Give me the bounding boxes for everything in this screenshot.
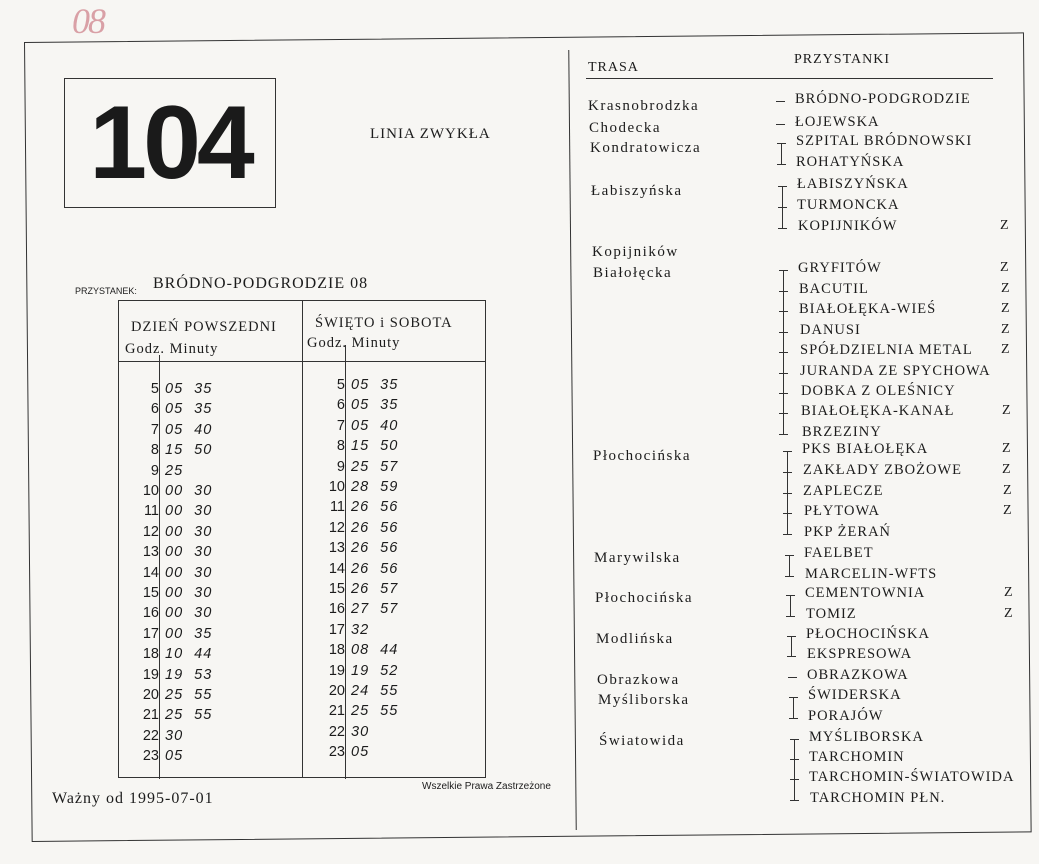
stop-name: TARCHOMIN [809,749,905,765]
hour: 12 [142,523,159,540]
minutes: 25 57 [351,458,399,475]
minutes: 30 [351,723,370,740]
route-tick [790,739,799,740]
stop-name: DOBKA Z OLEŚNICY [801,383,956,399]
hour: 10 [142,483,159,499]
weekday-row [131,522,212,542]
route-tick [786,595,795,596]
hour: 7 [150,421,159,438]
stop-name: PKP ŻERAŃ [804,524,892,540]
stop-name: SPÓŁDZIELNIA METAL [800,342,973,358]
weekday-row [131,563,212,583]
minutes: 26 56 [351,499,399,516]
stop-name: SZPITAL BRÓDNOWSKI [796,133,973,149]
route-street: Chodecka [589,120,661,136]
hour: 19 [328,662,345,679]
route-street: Modlińska [596,631,674,647]
request-stop-marker: Z [1004,606,1013,621]
weekday-row [131,644,212,664]
minutes: 26 57 [351,581,399,597]
hour: 12 [328,519,345,536]
stop-name: ROHATYŃSKA [796,154,905,170]
route-connector [794,739,795,800]
weekday-row [131,501,212,521]
hour: 17 [328,621,345,638]
minutes: 30 [165,727,184,744]
route-tick [788,677,797,678]
route-street: Kopijników [592,244,679,260]
request-stop-marker: Z [1002,441,1011,456]
stop-name: BACUTIL [799,281,869,297]
holiday-row [317,620,369,640]
hour: 20 [328,683,345,699]
hour: 17 [142,625,159,642]
stop-name: TARCHOMIN-ŚWIATOWIDA [809,769,1015,785]
route-tick [779,291,788,292]
route-tick [787,656,796,657]
route-tick [779,352,788,353]
hour: 11 [329,499,345,516]
minutes: 24 55 [351,683,399,699]
holiday-row [317,579,398,599]
route-street: Światowida [599,733,685,749]
route-connector [790,595,791,616]
request-stop-marker: Z [1002,462,1011,477]
route-tick [789,718,798,719]
holiday-row [317,457,398,477]
minutes: 08 44 [351,642,399,659]
hour: 5 [336,377,345,393]
hour: 15 [142,585,159,601]
weekday-subheader: Godz. Minuty [125,341,219,357]
route-street: Płochocińska [593,448,691,464]
handwritten-note: 08 [72,1,104,41]
hour: 16 [328,601,345,618]
route-tick [783,534,792,535]
minutes: 10 44 [165,646,213,663]
weekday-row [131,440,212,460]
route-street: Płochocińska [595,590,693,606]
minutes: 05 35 [351,377,399,393]
line-number-box [64,78,276,208]
stop-name: JURANDA ZE SPYCHOWA [800,363,991,379]
stop-name: KOPIJNIKÓW [798,218,898,234]
route-tick [778,207,787,208]
minutes: 05 [165,748,184,765]
hour: 13 [328,540,345,557]
request-stop-marker: Z [1001,322,1010,337]
route-tick [790,800,799,801]
hour: 15 [328,581,345,597]
route-tick [779,373,788,374]
request-stop-marker: Z [1003,503,1012,518]
route-tick [790,779,799,780]
stop-name: TARCHOMIN PŁN. [810,790,946,806]
stop-name: DANUSI [800,322,861,338]
holiday-row [317,416,398,436]
holiday-row [317,681,398,701]
minutes: 32 [351,621,370,638]
route-street: Białołęcka [593,265,673,281]
route-tick [786,616,795,617]
minutes: 25 [165,462,184,479]
minutes: 28 59 [351,479,399,495]
weekday-row [131,399,212,419]
minutes: 05 40 [165,421,213,438]
minutes: 00 30 [165,564,213,581]
stop-name: PŁOCHOCIŃSKA [806,626,930,642]
holiday-row [317,661,398,681]
minutes: 05 35 [165,401,213,418]
hour: 5 [150,381,159,397]
hour: 13 [142,544,159,561]
weekday-row [131,624,212,644]
minutes: 15 50 [351,438,399,455]
hour: 21 [142,707,159,724]
route-connector [791,636,792,656]
route-tick [779,413,788,414]
route-tick [785,555,794,556]
hour: 8 [150,442,159,459]
route-tick [787,636,796,637]
stop-name: PORAJÓW [808,708,884,724]
stop-name: ŁOJEWSKA [795,114,880,130]
stop-name: TOMIZ [806,606,857,622]
weekday-row [131,726,183,746]
hour: 23 [142,748,159,765]
request-stop-marker: Z [1001,281,1010,296]
route-tick [783,472,792,473]
stop-name: CEMENTOWNIA [805,585,926,601]
holiday-header: ŚWIĘTO i SOBOTA [315,315,453,331]
route-connector [781,143,782,164]
route-tick [779,311,788,312]
minutes: 00 30 [165,503,213,520]
hour: 19 [142,666,159,683]
line-type: LINIA ZWYKŁA [370,126,491,142]
table-column-divider [302,301,303,777]
hour: 7 [336,417,345,434]
weekday-row [131,481,212,501]
route-tick [778,228,787,229]
request-stop-marker: Z [1003,483,1012,498]
route-header: TRASA [588,60,639,75]
minutes: 00 35 [165,625,213,642]
line-number: 104 [89,84,251,201]
stop-name: ŚWIDERSKA [808,687,902,703]
route-street: Obrazkowa [597,672,680,688]
weekday-row [131,603,212,623]
stop-name: BIAŁOŁĘKA-WIEŚ [799,301,937,317]
stops-header: PRZYSTANKI [794,52,890,67]
route-tick [776,124,785,125]
hour: 6 [336,397,345,414]
stop-name: TURMONCKA [797,197,900,213]
route-street: Łabiszyńska [591,183,683,199]
hour: 18 [142,646,159,663]
stop-name: ZAPLECZE [803,483,884,499]
holiday-row [317,742,369,762]
holiday-row [317,436,398,456]
minutes: 27 57 [351,601,399,618]
route-connector [793,697,794,718]
route-tick [779,393,788,394]
holiday-row [317,518,398,538]
weekday-row [131,746,183,766]
route-tick [779,270,788,271]
minutes: 05 35 [351,397,399,414]
holiday-row [317,701,398,721]
minutes: 00 30 [165,523,213,540]
hour: 20 [142,687,159,703]
route-tick [777,164,786,165]
stop-name: BRZEZINY [802,424,882,440]
route-tick [790,759,799,760]
weekday-row [131,705,212,725]
holiday-row [317,640,398,660]
minutes: 00 30 [165,605,213,622]
route-tick [776,101,785,102]
hour: 8 [336,438,345,455]
stop-label: PRZYSTANEK: [75,286,137,296]
weekday-row [131,542,212,562]
stop-name: BIAŁOŁĘKA-KANAŁ [801,403,955,419]
route-header-rule [586,78,993,79]
request-stop-marker: Z [1001,301,1010,316]
hour: 14 [142,564,159,581]
holiday-row [317,375,398,395]
stop-name: MYŚLIBORSKA [809,729,924,745]
minutes: 00 30 [165,483,213,499]
hour: 18 [328,642,345,659]
minutes: 00 30 [165,585,213,601]
route-connector [789,555,790,576]
stop-name: EKSPRESOWA [807,646,913,662]
stop-name: BRÓDNO-PODGRODZIE 08 [153,275,369,292]
route-tick [777,143,786,144]
hour: 6 [150,401,159,418]
holiday-row [317,477,398,497]
stop-name: MARCELIN-WFTS [805,566,938,582]
weekday-row [131,665,212,685]
table-header-rule [119,361,485,362]
weekday-row [131,379,212,399]
stop-name: PKS BIAŁOŁĘKA [802,441,929,457]
hour: 21 [328,703,345,720]
minutes: 26 56 [351,540,399,557]
route-street: Myśliborska [598,692,690,708]
holiday-row [317,559,398,579]
minutes: 15 50 [165,442,213,459]
stop-name: ZAKŁADY ZBOŻOWE [803,462,963,478]
holiday-row [317,497,398,517]
route-tick [783,493,792,494]
route-street: Krasnobrodzka [588,98,700,114]
stop-name: OBRAZKOWA [807,667,909,683]
stop-name: PŁYTOWA [804,503,881,519]
stop-name: ŁABISZYŃSKA [797,176,909,192]
departure-table [118,300,486,778]
route-tick [779,332,788,333]
valid-from: Ważny od 1995-07-01 [52,790,214,807]
hour: 16 [142,605,159,622]
route-street: Kondratowicza [590,140,702,156]
holiday-row [317,722,369,742]
request-stop-marker: Z [1000,218,1009,233]
route-tick [789,697,798,698]
route-tick [778,186,787,187]
minutes: 00 30 [165,544,213,561]
holiday-row [317,395,398,415]
minutes: 26 56 [351,519,399,536]
minutes: 05 [351,744,370,761]
route-tick [783,513,792,514]
route-tick [779,434,788,435]
minutes: 25 55 [165,707,213,724]
holiday-row [317,599,398,619]
request-stop-marker: Z [1000,260,1009,275]
hour: 10 [328,479,345,495]
minutes: 25 55 [351,703,399,720]
minutes: 05 40 [351,417,399,434]
request-stop-marker: Z [1004,585,1013,600]
request-stop-marker: Z [1001,342,1010,357]
weekday-row [131,420,212,440]
hour: 14 [328,560,345,577]
hour: 11 [143,503,159,520]
request-stop-marker: Z [1002,403,1011,418]
minutes: 26 56 [351,560,399,577]
minutes: 05 35 [165,381,213,397]
route-street: Marywilska [594,550,681,566]
holiday-subheader: Godz. Minuty [307,335,401,351]
rights-notice: Wszelkie Prawa Zastrzeżone [422,781,551,792]
stop-name: FAELBET [804,545,874,561]
stop-name: GRYFITÓW [798,260,882,276]
hour: 22 [142,727,159,744]
holiday-row [317,538,398,558]
weekday-header: DZIEŃ POWSZEDNI [131,319,277,335]
weekday-row [131,583,212,603]
minutes: 25 55 [165,687,213,703]
minutes: 19 53 [165,666,213,683]
hour: 9 [150,462,159,479]
weekday-row [131,461,183,481]
stop-name: BRÓDNO-PODGRODZIE [795,91,971,107]
hour: 22 [328,723,345,740]
hour: 23 [328,744,345,761]
minutes: 19 52 [351,662,399,679]
route-tick [783,451,792,452]
hour: 9 [336,458,345,475]
route-tick [785,576,794,577]
weekday-row [131,685,212,705]
